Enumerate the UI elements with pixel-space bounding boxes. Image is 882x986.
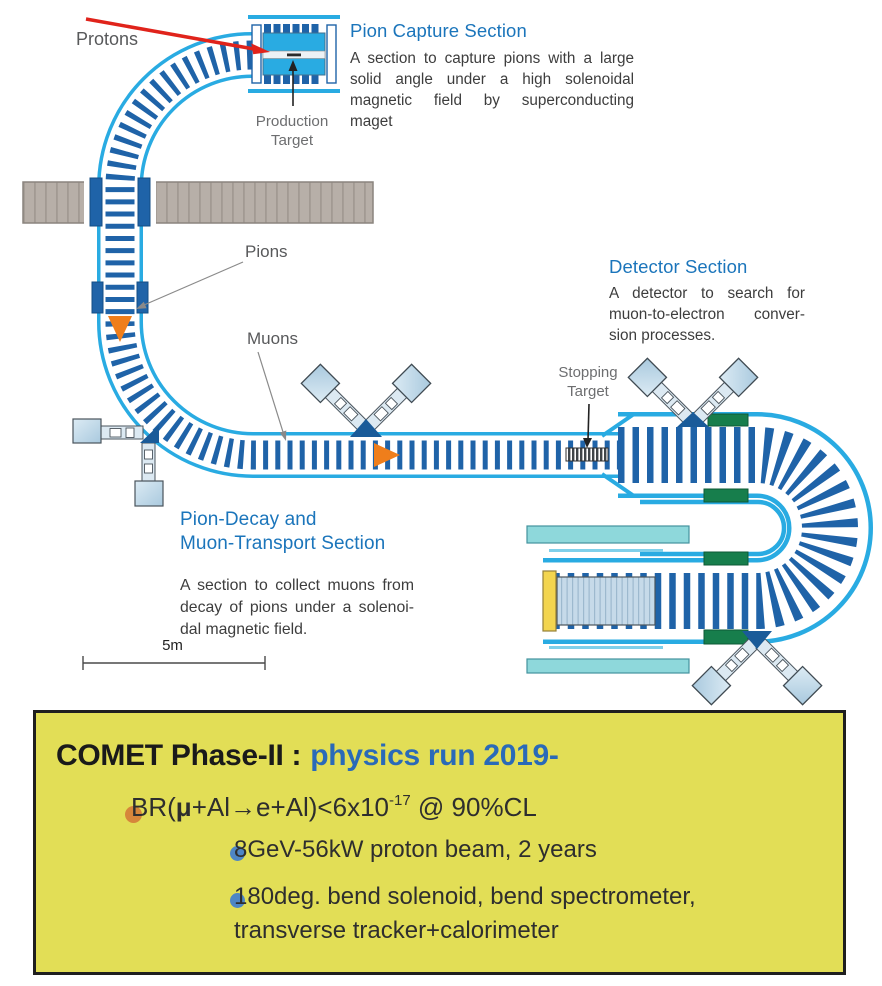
scale-bar xyxy=(83,656,265,670)
text-line: muon-to-electron conver- xyxy=(609,306,805,323)
text-line: maget xyxy=(350,113,393,130)
panel-title-black: COMET Phase-II : xyxy=(56,739,302,772)
text-line: A section to capture pions with a large xyxy=(350,50,634,67)
formula-exponent: -17 xyxy=(389,792,411,810)
panel-title-blue: physics run 2019- xyxy=(310,739,559,772)
detector-description xyxy=(609,283,805,346)
formula-prefix: BR( xyxy=(131,792,176,822)
title-line: Pion-Decay and xyxy=(180,509,317,530)
spectrometer-item: 180deg. bend solenoid, bend spectrometer, transverse tracker+calorimeter xyxy=(234,883,696,944)
pions-label: Pions xyxy=(245,242,288,261)
proton-beam-item: 8GeV-56kW proton beam, 2 years xyxy=(234,836,597,863)
beam-monitor-transport xyxy=(301,364,430,437)
text-line: A detector to search for xyxy=(609,285,805,302)
text-line: decay of pions under a solenoi- xyxy=(180,599,414,616)
stopping-target xyxy=(566,448,608,461)
shield-wall xyxy=(23,180,373,225)
production-target-assembly xyxy=(248,15,340,93)
panel-title xyxy=(56,739,559,773)
transport-description xyxy=(180,575,414,641)
branching-ratio-item xyxy=(131,792,537,823)
title-line: Muon-Transport Section xyxy=(180,533,386,554)
production-target-label: Production Target xyxy=(255,113,329,149)
transport-title xyxy=(180,508,385,556)
formula-mid: +Al→e+Al)<6x10 xyxy=(191,792,389,822)
text-line: sion processes. xyxy=(609,327,716,344)
electron-detector xyxy=(543,571,655,631)
detector-title: Detector Section xyxy=(609,256,748,277)
muons-pointer xyxy=(258,352,286,441)
scale-label: 5m xyxy=(162,637,183,654)
stopping-target-label: Stopping Target xyxy=(558,364,618,400)
muons-label: Muons xyxy=(247,329,299,348)
text-line: magnetic field by superconducting xyxy=(350,92,634,109)
formula-suffix: @ 90%CL xyxy=(410,792,537,822)
pion-capture-description xyxy=(350,48,634,132)
protons-label: Protons xyxy=(76,29,139,49)
pions-pointer xyxy=(136,262,243,309)
pion-capture-title: Pion Capture Section xyxy=(350,20,527,41)
text-line: A section to collect muons from xyxy=(180,577,414,594)
text-line: solid angle under a high solenoidal xyxy=(350,71,634,88)
formula-mu: μ xyxy=(175,792,192,822)
text-line: dal magnetic field. xyxy=(180,621,308,638)
